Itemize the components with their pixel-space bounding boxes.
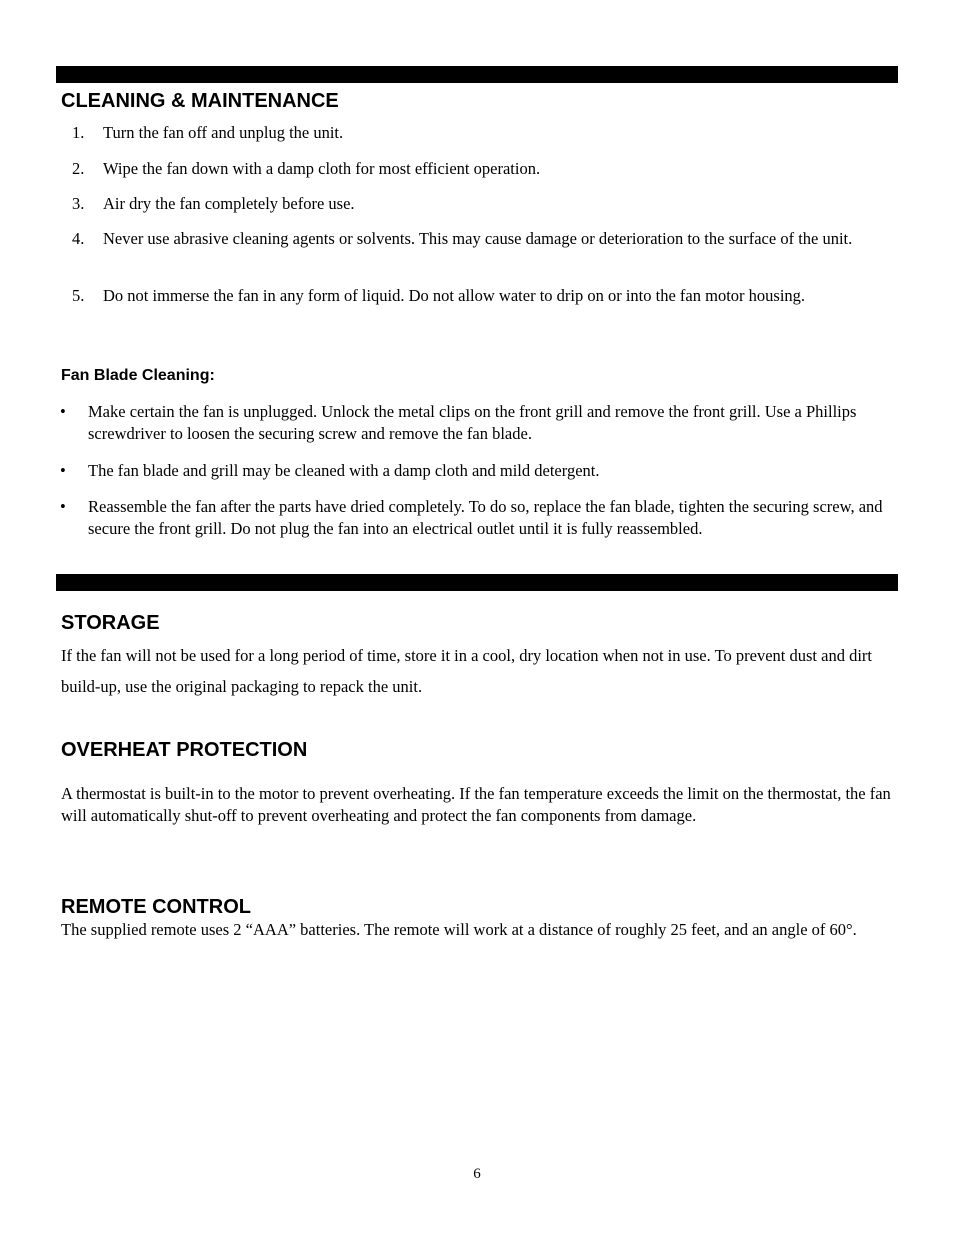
- bullet-text: Reassemble the fan after the parts have dried completely. To do so, replace the fan blade, tighten the securing screw, and secure the front grill. Do not plug the fan into an electrical outlet until it is fully reassembled.: [88, 497, 883, 538]
- list-number: 5.: [72, 286, 85, 305]
- cleaning-heading: CLEANING & MAINTENANCE: [61, 90, 339, 112]
- storage-heading: STORAGE: [61, 612, 160, 634]
- list-text: Turn the fan off and unplug the unit.: [103, 123, 344, 142]
- bullet-glyph: •: [60, 461, 66, 480]
- list-text: Do not immerse the fan in any form of liquid. Do not allow water to drip on or into the fan motor housing.: [103, 286, 806, 305]
- section-divider-bar: [56, 66, 898, 83]
- section-divider-bar: [56, 574, 898, 591]
- list-text: Air dry the fan completely before use.: [103, 194, 355, 213]
- page-number: 6: [473, 1166, 481, 1182]
- list-text: Never use abrasive cleaning agents or solvents. This may cause damage or deterioration to the surface of the unit.: [103, 229, 853, 248]
- list-number: 4.: [72, 229, 85, 248]
- fan-blade-subheading: Fan Blade Cleaning:: [61, 367, 215, 384]
- bullet-glyph: •: [60, 402, 66, 421]
- remote-heading: REMOTE CONTROL: [61, 896, 251, 918]
- bullet-glyph: •: [60, 497, 66, 516]
- list-text: Wipe the fan down with a damp cloth for most efficient operation.: [103, 159, 541, 178]
- list-number: 3.: [72, 194, 85, 213]
- list-number: 2.: [72, 159, 85, 178]
- storage-paragraph: If the fan will not be used for a long period of time, store it in a cool, dry location when not in use. To prevent dust and dirt build-up, use the original packaging to repack the unit.: [61, 646, 872, 696]
- list-number: 1.: [72, 123, 85, 142]
- bullet-text: The fan blade and grill may be cleaned with a damp cloth and mild detergent.: [88, 461, 600, 480]
- bullet-text: Make certain the fan is unplugged. Unlock the metal clips on the front grill and remove the front grill. Use a Phillips screwdriver to loosen the securing screw and remove the fan blade.: [88, 402, 857, 443]
- remote-paragraph: The supplied remote uses 2 “AAA” batteries. The remote will work at a distance of roughly 25 feet, and an angle of 60°.: [61, 920, 857, 939]
- overheat-paragraph: A thermostat is built-in to the motor to prevent overheating. If the fan temperature exceeds the limit on the thermostat, the fan will automatically shut-off to prevent overheating and protect the fan components from damage.: [61, 784, 891, 825]
- overheat-heading: OVERHEAT PROTECTION: [61, 739, 308, 761]
